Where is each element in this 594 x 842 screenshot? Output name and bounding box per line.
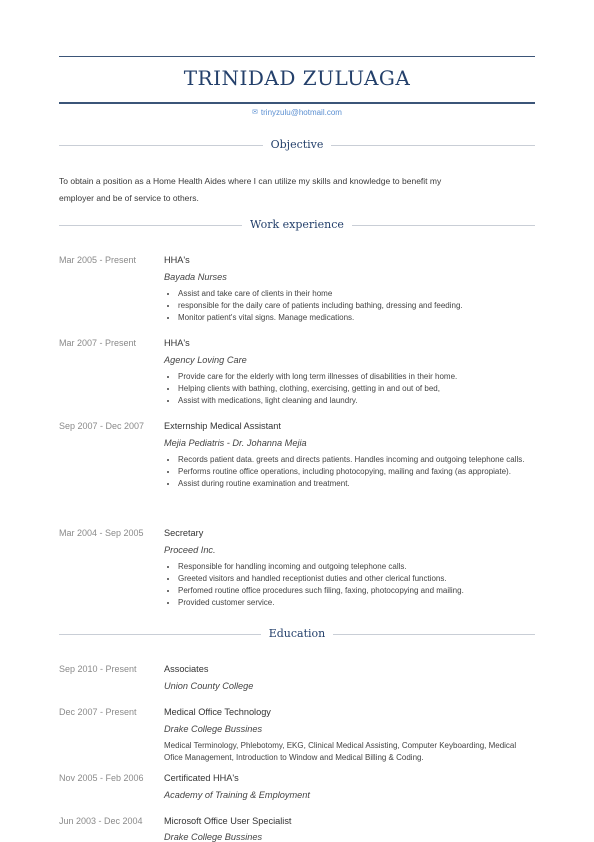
job-dates: Mar 2007 - Present [59,338,137,348]
job-title: HHA's [164,338,190,348]
school-name: Drake College Bussines [164,832,263,842]
job-duties [164,561,550,609]
degree-title: Medical Office Technology [164,707,271,717]
duty-item: • Monitor patient's vital signs. Manage medications. [178,312,550,324]
job-employer: Agency Loving Care [164,355,247,365]
section-title-work: Work experience [242,218,352,231]
duty-item: • Performs routine office operations, including photocopying, mailing and faxing (as appropiate). [178,466,550,478]
education-dates: Jun 2003 - Dec 2004 [59,816,143,826]
job-employer: Mejia Pediatris - Dr. Johanna Mejia [164,438,307,448]
email-link[interactable]: trinyzulu@hotmail.com [260,108,342,117]
duty-item: • responsible for the daily care of patients including bathing, dressing and feeding. [178,300,550,312]
degree-title: Certificated HHA's [164,773,239,783]
objective-text: To obtain a position as a Home Health Aides where I can utilize my skills and knowledge to benefit my employer and be of service to others. [59,176,442,203]
job-title: HHA's [164,255,190,265]
duty-item: • Provide care for the elderly with long term illnesses of disabilities in their home. [178,371,550,383]
job-title: Externship Medical Assistant [164,421,281,431]
section-education [59,627,535,641]
school-name: Union County College [164,681,254,691]
duty-item: • Provided customer service. [178,597,550,609]
duty-item: • Assist during routine examination and treatment. [178,478,550,490]
section-title-education: Education [261,627,334,640]
email-line [59,108,535,117]
job-dates: Mar 2005 - Present [59,255,137,265]
envelope-icon: ✉ [252,109,258,116]
job-dates: Mar 2004 - Sep 2005 [59,528,144,538]
job-duties [164,454,550,490]
education-dates: Nov 2005 - Feb 2006 [59,773,144,783]
section-work [59,218,535,232]
section-objective [59,138,535,152]
job-employer: Proceed Inc. [164,545,216,555]
degree-title: Microsoft Office User Specialist [164,816,292,826]
job-dates: Sep 2007 - Dec 2007 [59,421,145,431]
school-name: Drake College Bussines [164,724,263,734]
education-description: Medical Terminology, Phlebotomy, EKG, Clinical Medical Assisting, Computer Keyboarding, Medical Ofice Management, Introduction to Window and Medical Billing & Coding. [164,741,517,762]
job-duties [164,371,550,407]
duty-item: • Greeted visitors and handled receptionist duties and other clerical functions. [178,573,550,585]
duty-item: • Assist and take care of clients in their home [178,288,550,300]
duty-item: • Responsible for handling incoming and outgoing telephone calls. [178,561,550,573]
duty-item: • Helping clients with bathing, clothing, exercising, getting in and out of bed, [178,383,550,395]
job-duties [164,288,550,324]
degree-title: Associates [164,664,209,674]
job-employer: Bayada Nurses [164,272,227,282]
duty-item: • Records patient data. greets and directs patients. Handles incoming and outgoing telephone calls. [178,454,550,466]
candidate-name: TRINIDAD ZULUAGA [183,66,411,90]
school-name: Academy of Training & Employment [164,790,310,800]
education-dates: Sep 2010 - Present [59,664,137,674]
header-top-rule [59,56,535,57]
duty-item: • Perfomed routine office procedures such filing, faxing, photocopying and mailing. [178,585,550,597]
header-bottom-rule [59,102,535,104]
section-title-objective: Objective [263,138,332,151]
duty-item: • Assist with medications, light cleaning and laundry. [178,395,550,407]
education-dates: Dec 2007 - Present [59,707,137,717]
job-title: Secretary [164,528,204,538]
